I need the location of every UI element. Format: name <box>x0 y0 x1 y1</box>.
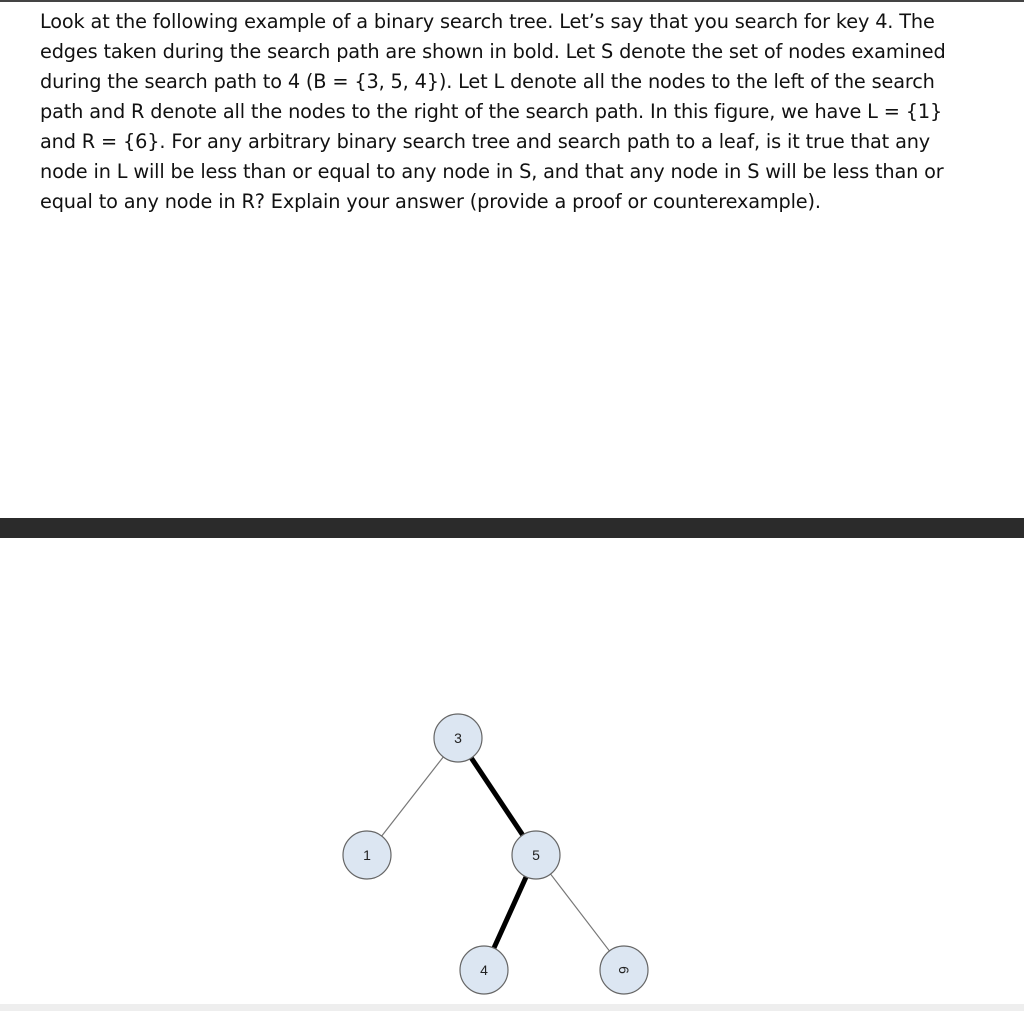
tree-edge-n3-n5 <box>471 758 522 835</box>
question-line: edges taken during the search path are shown in bold. Let S denote the set of nodes examined <box>40 40 946 63</box>
tree-node-3 <box>434 714 482 762</box>
question-line: Look at the following example of a binary search tree. Let’s say that you search for key 4. The <box>40 10 935 33</box>
tree-edge-n5-n6 <box>551 874 610 951</box>
tree-node-label: 1 <box>363 847 371 863</box>
question-text <box>40 7 990 217</box>
divider-bar <box>0 518 1024 538</box>
tree-node-label: 5 <box>532 847 540 863</box>
tree-node-label: 4 <box>480 962 488 978</box>
question-line: node in L will be less than or equal to any node in S, and that any node in S will be less than or <box>40 160 944 183</box>
tree-node-5 <box>512 831 560 879</box>
tree-nodes <box>343 714 648 994</box>
tree-node-label: 6 <box>616 966 632 974</box>
tree-edges <box>382 757 610 951</box>
tree-edge-n5-n4 <box>494 877 526 948</box>
question-line: equal to any node in R? Explain your answer (provide a proof or counterexample). <box>40 190 821 213</box>
question-line: during the search path to 4 (B = {3, 5, 4}). Let L denote all the nodes to the left of the search <box>40 70 935 93</box>
binary-search-tree <box>0 538 1024 1004</box>
question-line: path and R denote all the nodes to the right of the search path. In this figure, we have L = {1} <box>40 100 943 123</box>
question-line: and R = {6}. For any arbitrary binary search tree and search path to a leaf, is it true that any <box>40 130 931 153</box>
tree-node-4 <box>460 946 508 994</box>
tree-node-label: 3 <box>454 730 462 746</box>
tree-edge-n3-n1 <box>382 757 444 836</box>
top-rule <box>0 0 1024 2</box>
tree-node-6 <box>600 946 648 994</box>
tree-node-1 <box>343 831 391 879</box>
bottom-shade <box>0 1004 1024 1011</box>
